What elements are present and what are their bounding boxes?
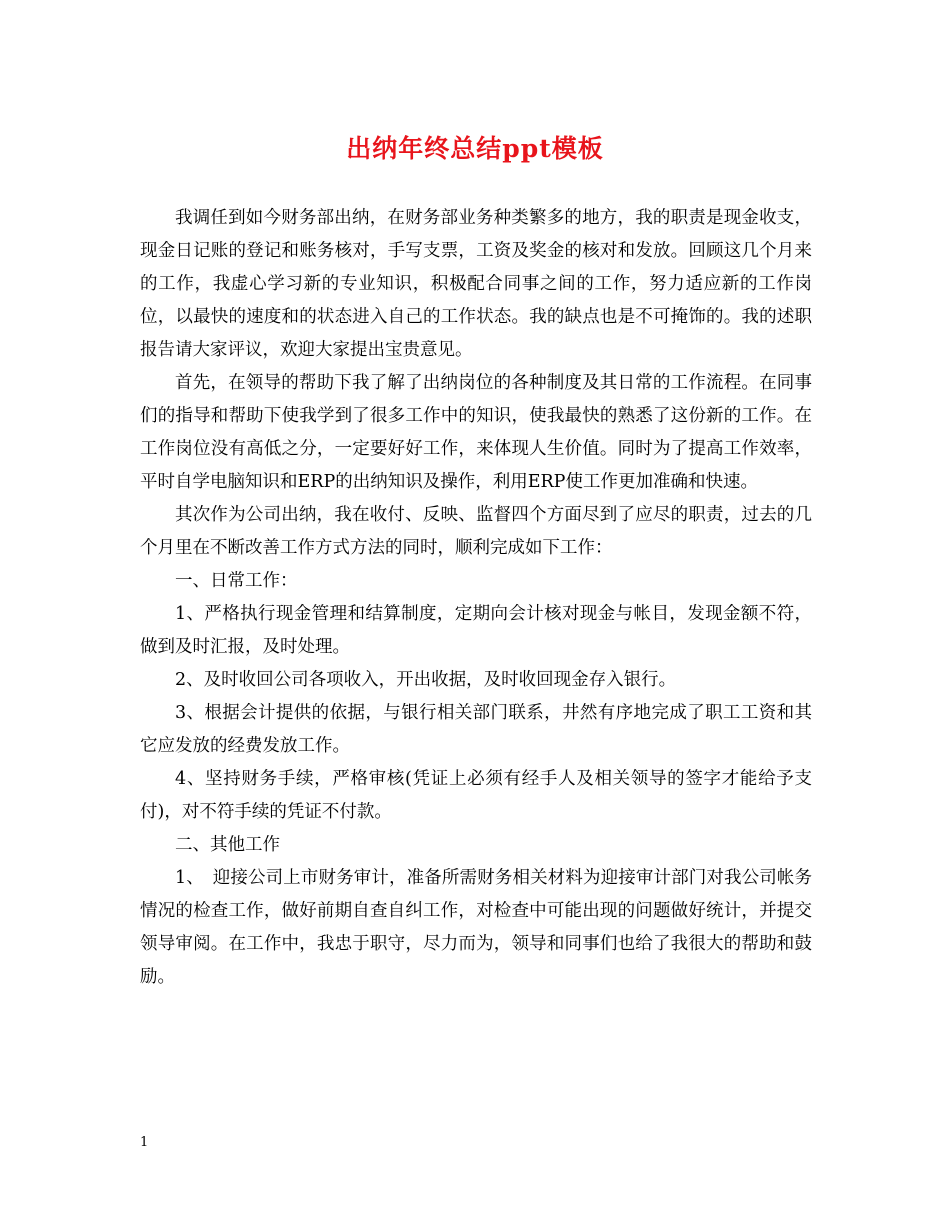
document-body [140, 202, 812, 994]
document-title: 出纳年终总结ppt模板 [346, 134, 604, 163]
paragraph-second: 其次作为公司出纳，我在收付、反映、监督四个方面尽到了应尽的职责，过去的几个月里在不断改善工作方式方法的同时，顺利完成如下工作： [140, 505, 812, 558]
paragraph-first: 首先，在领导的帮助下我了解了出纳岗位的各种制度及其日常的工作流程。在同事们的指导和帮助下使我学到了很多工作中的知识，使我最快的熟悉了这份新的工作。在工作岗位没有高低之分，一定要好好工作，来体现人生价值。同时为了提高工作效率，平时自学电脑知识和ERP的出纳知识及操作，利用ERP使工作更加准确和快速。 [140, 373, 812, 492]
list-item: 3、根据会计提供的依据，与银行相关部门联系，井然有序地完成了职工工资和其它应发放的经费发放工作。 [140, 703, 812, 756]
section-heading-daily-work: 一、日常工作： [175, 571, 298, 591]
list-item: 1、 迎接公司上市财务审计，准备所需财务相关材料为迎接审计部门对我公司帐务情况的检查工作，做好前期自查自纠工作，对检查中可能出现的问题做好统计，并提交领导审阅。在工作中，我忠于职守，尽力而为，领导和同事们也给了我很大的帮助和鼓励。 [140, 868, 812, 987]
list-item: 2、及时收回公司各项收入，开出收据，及时收回现金存入银行。 [175, 670, 677, 690]
page-number: 1 [140, 1135, 149, 1150]
section-heading-other-work: 二、其他工作 [175, 835, 280, 855]
list-item: 4、坚持财务手续，严格审核(凭证上必须有经手人及相关领导的签字才能给予支付)，对不符手续的凭证不付款。 [140, 769, 812, 822]
list-item: 1、严格执行现金管理和结算制度，定期向会计核对现金与帐目，发现金额不符，做到及时汇报，及时处理。 [140, 604, 812, 657]
paragraph-intro: 我调任到如今财务部出纳，在财务部业务种类繁多的地方，我的职责是现金收支，现金日记账的登记和账务核对，手写支票，工资及奖金的核对和发放。回顾这几个月来的工作，我虚心学习新的专业知识，积极配合同事之间的工作，努力适应新的工作岗位，以最快的速度和的状态进入自己的工作状态。我的缺点也是不可掩饰的。我的述职报告请大家评议，欢迎大家提出宝贵意见。 [140, 208, 812, 360]
